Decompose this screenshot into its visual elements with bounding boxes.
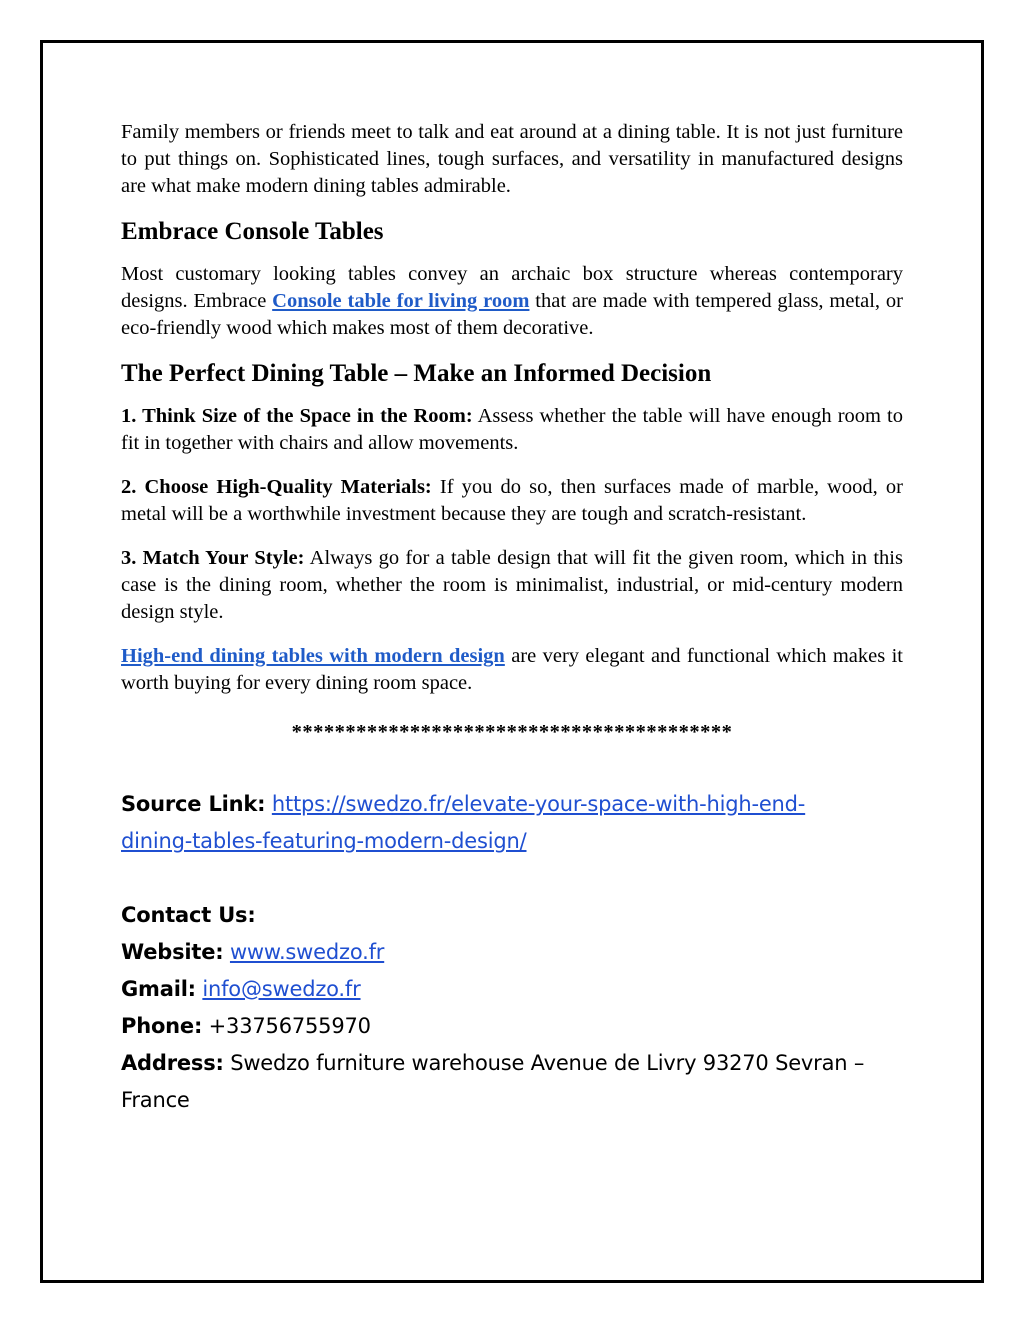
address-row (121, 1045, 903, 1082)
phone-label: Phone: (121, 1014, 203, 1038)
tip-style-label: 3. Match Your Style: (121, 547, 305, 569)
closing-paragraph (121, 643, 903, 697)
address-line-1: Swedzo furniture warehouse Avenue de Livry 93270 Sevran – (230, 1051, 865, 1075)
console-table-link[interactable]: Console table for living room (272, 290, 530, 312)
address-line-2: France (121, 1088, 190, 1112)
tip-size-label: 1. Think Size of the Space in the Room: (121, 405, 473, 427)
gmail-link[interactable]: info@swedzo.fr (202, 977, 361, 1001)
closing-text: are very elegant and functional which makes it worth buying for every dining room space. (121, 645, 903, 694)
phone-value: +33756755970 (208, 1014, 371, 1038)
address-label: Address: (121, 1051, 224, 1075)
source-url-link-part2[interactable]: dining-tables-featuring-modern-design/ (121, 829, 527, 853)
console-paragraph (121, 261, 903, 342)
dining-heading: The Perfect Dining Table – Make an Informed Decision (121, 360, 712, 387)
gmail-label: Gmail: (121, 977, 196, 1001)
website-row (121, 934, 903, 971)
gmail-row (121, 971, 903, 1008)
console-text-before: Most customary looking tables convey an archaic box structure whereas contemporary designs. Embrace (121, 263, 903, 312)
document-body (121, 119, 903, 1119)
website-link[interactable]: www.swedzo.fr (229, 940, 385, 964)
tip-size-text: Assess whether the table will have enough room to fit in together with chairs and allow movements. (121, 405, 903, 454)
console-heading: Embrace Console Tables (121, 218, 384, 245)
website-label: Website: (121, 940, 224, 964)
tip-style-text: Always go for a table design that will fit the given room, which in this case is the dining room, whether the room is minimalist, industrial, or mid-century modern design style. (121, 547, 903, 623)
contact-heading: Contact Us: (121, 903, 256, 927)
tip-materials-text: If you do so, then surfaces made of marble, wood, or metal will be a worthwhile investment because they are tough and scratch-resistant. (121, 476, 903, 525)
source-label: Source Link: (121, 792, 266, 816)
source-block (121, 786, 903, 860)
console-text-after: that are made with tempered glass, metal, or eco-friendly wood which makes most of them decorative. (121, 290, 903, 339)
source-url-link-part1[interactable]: https://swedzo.fr/elevate-your-space-with-high-end- (271, 792, 806, 816)
separator-stars: ***************************************** (291, 721, 733, 743)
source-line-1 (121, 786, 903, 823)
intro-paragraph: Family members or friends meet to talk and eat around at a dining table. It is not just furniture to put things on. Sophisticated lines, tough surfaces, and versatility in manufactured designs are what make modern dining tables admirable. (121, 121, 903, 197)
source-line-2 (121, 823, 903, 860)
high-end-dining-link[interactable]: High-end dining tables with modern design (121, 645, 505, 667)
tip-materials-label: 2. Choose High-Quality Materials: (121, 476, 432, 498)
tip-materials (121, 474, 903, 528)
tip-size (121, 403, 903, 457)
contact-block (121, 897, 903, 1119)
tip-style (121, 545, 903, 626)
phone-row (121, 1008, 903, 1045)
